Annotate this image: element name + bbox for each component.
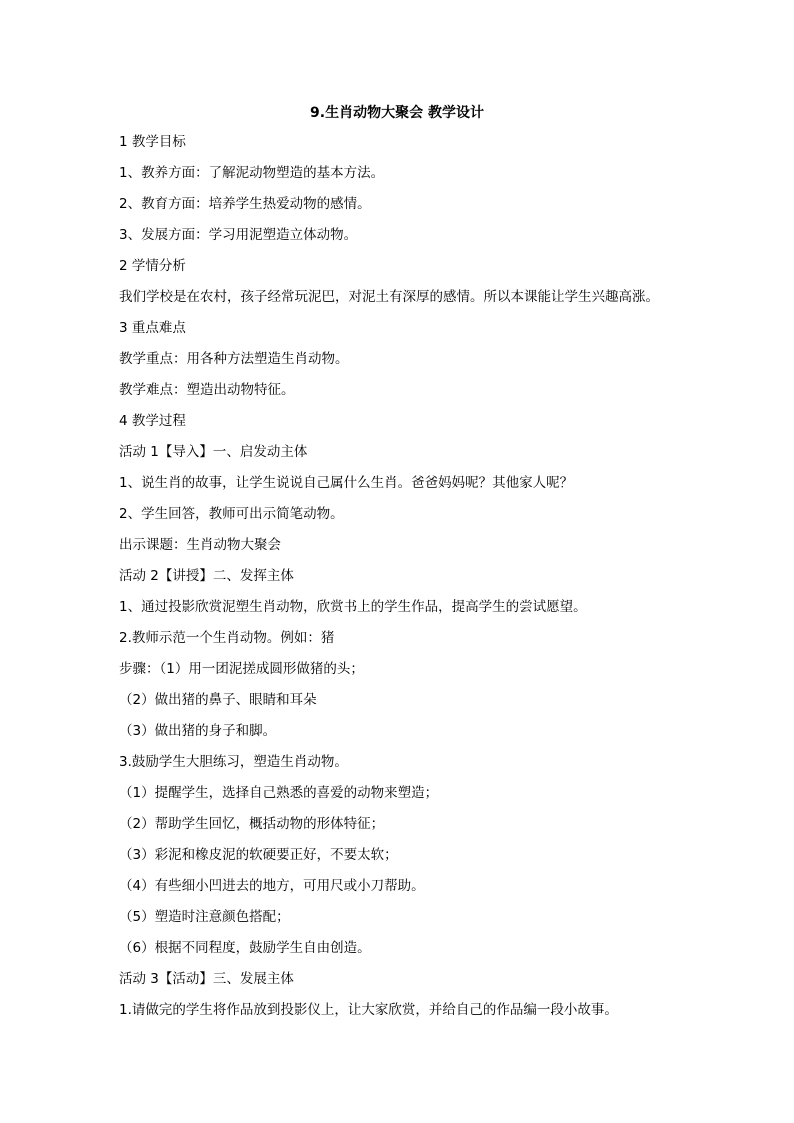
paragraph: 出示课题：生肖动物大聚会 [119, 537, 281, 553]
list-item: （6）根据不同程度，鼓励学生自由创造。 [119, 940, 371, 956]
list-item: （4）有些细小凹进去的地方，可用尺或小刀帮助。 [119, 878, 425, 894]
activity-heading: 活动 1【导入】一、启发动主体 [119, 444, 308, 460]
step-item: （2）做出猪的鼻子、眼睛和耳朵 [119, 692, 317, 708]
step-item: （3）做出猪的身子和脚。 [119, 723, 277, 739]
paragraph: 教学难点：塑造出动物特征。 [119, 382, 295, 398]
document-title: 9.生肖动物大聚会 教学设计 [310, 105, 484, 121]
objective-item: 2、教育方面：培养学生热爱动物的感情。 [119, 196, 371, 212]
section-heading-objectives: 1 教学目标 [119, 134, 186, 150]
paragraph: 3.鼓励学生大胆练习，塑造生肖动物。 [119, 754, 348, 770]
section-heading-process: 4 教学过程 [119, 413, 186, 429]
step-item: 步骤：（1）用一团泥搓成圆形做猪的头； [119, 661, 364, 677]
list-item: （3）彩泥和橡皮泥的软硬要正好，不要太软； [119, 847, 398, 863]
paragraph: 1、通过投影欣赏泥塑生肖动物，欣赏书上的学生作品，提高学生的尝试愿望。 [119, 599, 587, 615]
paragraph: 2.教师示范一个生肖动物。例如：猪 [119, 630, 335, 646]
paragraph: 1.请做完的学生将作品放到投影仪上，让大家欣赏，并给自己的作品编一段小故事。 [119, 1002, 618, 1018]
paragraph: 我们学校是在农村，孩子经常玩泥巴，对泥土有深厚的感情。所以本课能让学生兴趣高涨。 [119, 289, 659, 305]
list-item: （1）提醒学生，选择自己熟悉的喜爱的动物来塑造； [119, 785, 439, 801]
activity-heading: 活动 2【讲授】二、发挥主体 [119, 568, 294, 584]
section-heading-key-points: 3 重点难点 [119, 320, 186, 336]
paragraph: 2、学生回答，教师可出示简笔动物。 [119, 506, 344, 522]
objective-item: 1、教养方面：了解泥动物塑造的基本方法。 [119, 165, 385, 181]
paragraph: 1、说生肖的故事，让学生说说自己属什么生肖。爸爸妈妈呢？其他家人呢？ [119, 475, 574, 491]
list-item: （2）帮助学生回忆，概括动物的形体特征； [119, 816, 385, 832]
paragraph: 教学重点：用各种方法塑造生肖动物。 [119, 351, 349, 367]
objective-item: 3、发展方面：学习用泥塑造立体动物。 [119, 227, 358, 243]
document-body [119, 132, 719, 1031]
activity-heading: 活动 3【活动】三、发展主体 [119, 971, 294, 987]
list-item: （5）塑造时注意颜色搭配； [119, 909, 290, 925]
section-heading-analysis: 2 学情分析 [119, 258, 186, 274]
